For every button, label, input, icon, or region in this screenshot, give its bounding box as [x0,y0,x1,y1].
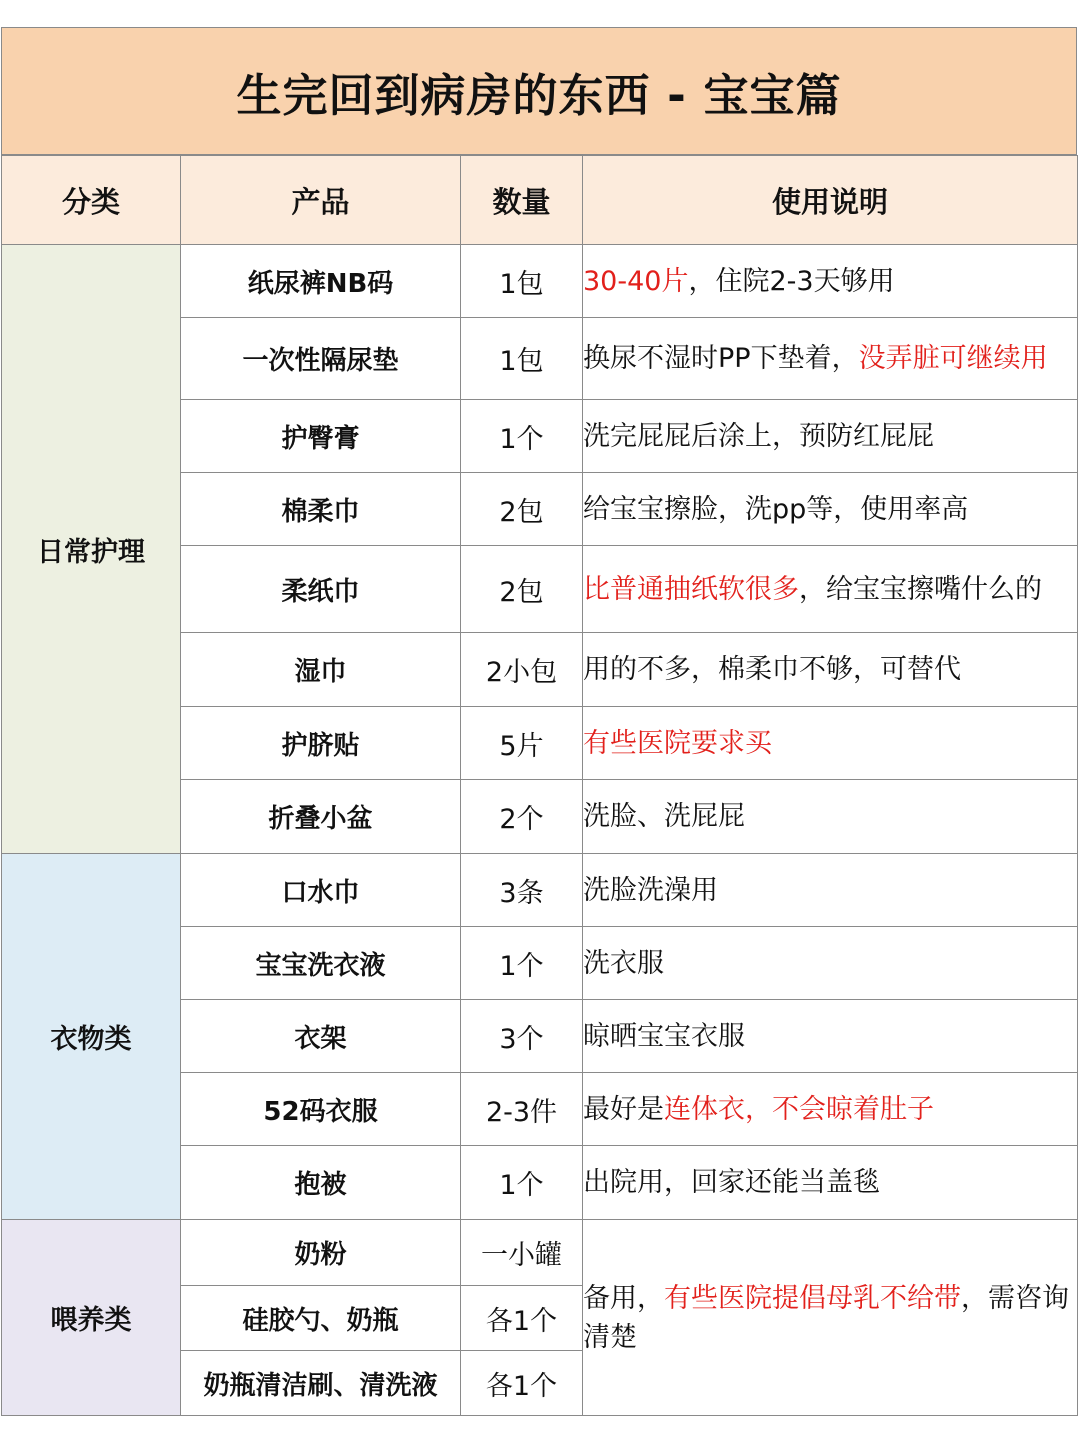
usage-text: 备用， [583,1282,664,1314]
usage-text: ，需咨询清楚 [583,1282,1069,1353]
product-cell: 宝宝洗衣液 [181,927,461,1000]
quantity-cell: 2包 [461,473,583,546]
usage-text: 最好是 [583,1093,664,1125]
quantity-cell: 1包 [461,245,583,318]
category-daily-care: 日常护理 [2,245,181,854]
supplies-table [1,155,1078,1416]
usage-cell [583,927,1078,1000]
usage-cell [583,1000,1078,1073]
usage-cell [583,707,1078,780]
product-cell: 折叠小盆 [181,780,461,854]
highlight-text: 有些医院提倡母乳不给带 [664,1282,961,1314]
usage-cell [583,400,1078,473]
usage-text: 出院用，回家还能当盖毯 [583,1167,880,1198]
quantity-cell: 各1个 [461,1351,583,1416]
usage-cell [583,633,1078,707]
product-cell: 护脐贴 [181,707,461,780]
quantity-cell: 5片 [461,707,583,780]
title-band [1,27,1077,155]
product-cell: 纸尿裤NB码 [181,245,461,318]
quantity-cell: 2包 [461,546,583,633]
usage-text: 洗衣服 [583,947,664,979]
product-cell: 奶粉 [181,1220,461,1286]
highlight-text: 30-40片 [583,265,689,297]
quantity-cell: 2小包 [461,633,583,707]
highlight-text: 连体衣，不会晾着肚子 [664,1093,934,1125]
usage-text: ，给宝宝擦嘴什么的 [799,573,1042,605]
header-quantity: 数量 [461,156,583,245]
usage-cell [583,546,1078,633]
usage-text: 给宝宝擦脸，洗pp等，使用率高 [583,493,969,525]
usage-text: 用的不多，棉柔巾不够，可替代 [583,654,961,685]
category-clothing: 衣物类 [2,854,181,1220]
table-row [2,1220,1078,1286]
usage-cell [583,1073,1078,1146]
page-title: 生完回到病房的东西 - 宝宝篇 [236,68,842,122]
table-row [2,245,1078,318]
usage-text: 洗脸洗澡用 [583,874,718,906]
highlight-text: 比普通抽纸软很多 [583,573,799,605]
quantity-cell: 3条 [461,854,583,927]
category-feeding: 喂养类 [2,1220,181,1416]
quantity-cell: 1包 [461,318,583,400]
usage-cell [583,1146,1078,1220]
highlight-text: 没弄脏可继续用 [858,343,1048,374]
product-cell: 抱被 [181,1146,461,1220]
usage-cell [583,854,1078,927]
usage-text: 洗完屁屁后涂上，预防红屁屁 [583,420,934,452]
quantity-cell: 1个 [461,927,583,1000]
header-product: 产品 [181,156,461,245]
usage-text: 换尿不湿时PP下垫着， [583,343,859,374]
product-cell: 硅胶勺、奶瓶 [181,1286,461,1351]
usage-cell [583,473,1078,546]
table-header-row [2,156,1078,245]
quantity-cell: 一小罐 [461,1220,583,1286]
usage-cell [583,245,1078,318]
quantity-cell: 2个 [461,780,583,854]
product-cell: 口水巾 [181,854,461,927]
quantity-cell: 1个 [461,400,583,473]
quantity-cell: 1个 [461,1146,583,1220]
product-cell: 一次性隔尿垫 [181,318,461,400]
product-cell: 柔纸巾 [181,546,461,633]
highlight-text: 有些医院要求买 [583,727,772,759]
usage-cell-feeding [583,1220,1078,1416]
product-cell: 护臀膏 [181,400,461,473]
product-cell: 衣架 [181,1000,461,1073]
header-usage: 使用说明 [583,156,1078,245]
usage-text: 洗脸、洗屁屁 [583,801,745,832]
product-cell: 52码衣服 [181,1073,461,1146]
usage-text: ，住院2-3天够用 [688,265,895,297]
product-cell: 湿巾 [181,633,461,707]
header-category: 分类 [2,156,181,245]
usage-cell [583,780,1078,854]
quantity-cell: 2-3件 [461,1073,583,1146]
usage-cell [583,318,1078,400]
usage-text: 晾晒宝宝衣服 [583,1020,745,1052]
table-row [2,854,1078,927]
product-cell: 奶瓶清洁刷、清洗液 [181,1351,461,1416]
product-cell: 棉柔巾 [181,473,461,546]
quantity-cell: 各1个 [461,1286,583,1351]
quantity-cell: 3个 [461,1000,583,1073]
